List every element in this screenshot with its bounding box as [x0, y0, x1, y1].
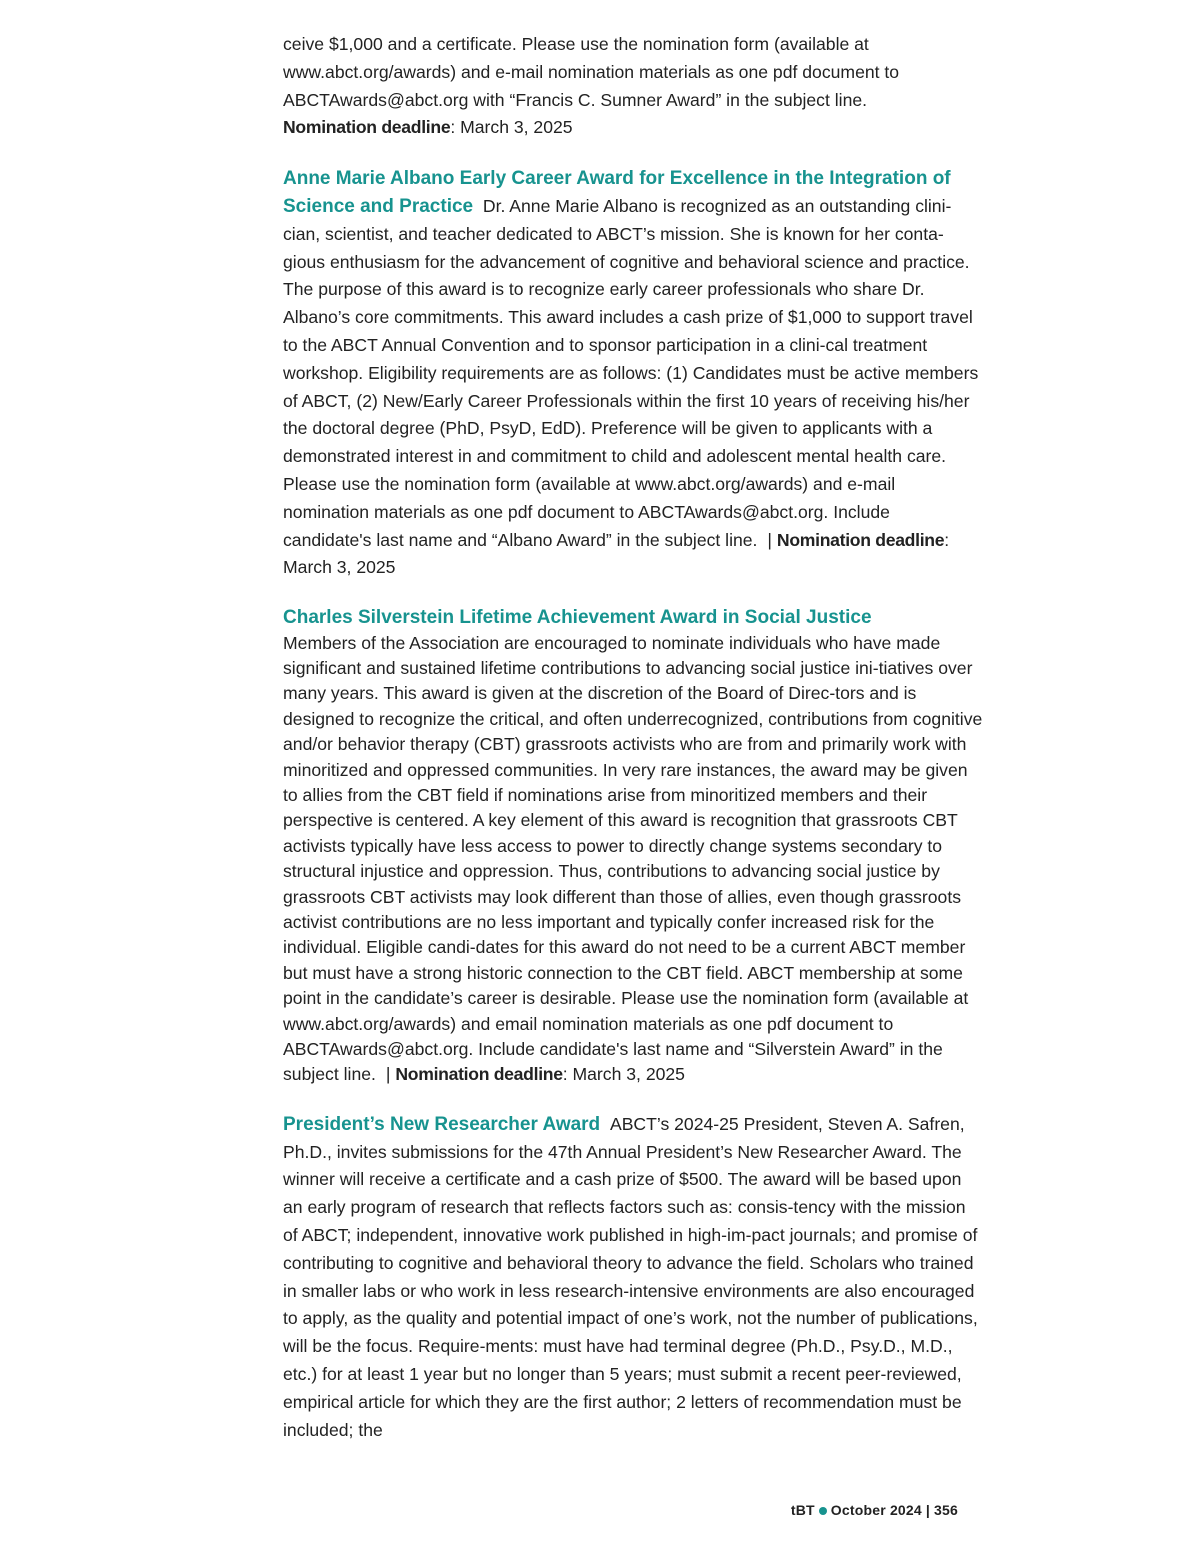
- footer-journal: tBT: [790, 1502, 815, 1518]
- albano-award-heading: Anne Marie Albano Early Career Award for Excellence in the Integration of Science and Practice: [283, 168, 951, 217]
- silverstein-award-section: [283, 605, 983, 1088]
- albano-deadline-value: : March 3, 2025: [283, 529, 950, 578]
- albano-award-body: Dr. Anne Marie Albano is recognized as an outstanding clini-cian, scientist, and teacher dedicated to ABCT’s mission. She is known for her conta-gious enthusiasm for the advancement of cognitive and behavioral science and practice. The purpose of this award is to recognize early career professionals who share Dr. Albano’s core commitments. This award includes a cash prize of $1,000 to support travel to the ABCT Annual Convention and to sponsor participation in a clini-cal treatment workshop. Eligibility requirements are as follows: (1) Candidates must be active members of ABCT, (2) New/Early Career Professionals within the first 10 years of receiving his/her the doctoral degree (PhD, PsyD, EdD). Preference will be given to applicants with a demonstrated interest in and commitment to child and adolescent mental health care. Please use the nomination form (available at www.abct.org/awards) and e-mail nomination materials as one pdf document to ABCTAwards@abct.org. Include candidate's last name and “Albano Award” in the subject line.: [283, 195, 979, 550]
- intro-deadline-value: : March 3, 2025: [450, 117, 573, 138]
- footer-dot-icon: [819, 1507, 827, 1515]
- intro-paragraph: [283, 31, 983, 142]
- footer-issue: October 2024: [830, 1502, 922, 1518]
- intro-deadline-label: Nomination deadline: [283, 117, 451, 138]
- albano-award-section: [283, 165, 983, 582]
- silverstein-separator: |: [385, 1064, 391, 1085]
- silverstein-award-heading: Charles Silverstein Lifetime Achievement Award in Social Justice: [283, 607, 872, 629]
- intro-text: ceive $1,000 and a certificate. Please use the nomination form (available at www.abct.org/awards) and e-mail nomination materials as one pdf document to ABCTAwards@abct.org with “Francis C. Sumner Award” in the subject line.: [283, 34, 900, 110]
- silverstein-deadline-value: : March 3, 2025: [562, 1064, 685, 1085]
- albano-deadline-label: Nomination deadline: [776, 529, 945, 550]
- albano-separator: |: [767, 529, 772, 550]
- president-award-heading: President’s New Researcher Award: [283, 1113, 601, 1135]
- page-footer: [791, 1502, 958, 1518]
- footer-page-number: 356: [934, 1502, 958, 1518]
- president-award-body: ABCT’s 2024-25 President, Steven A. Safren, Ph.D., invites submissions for the 47th Annual President’s New Researcher Award. The winner will receive a certificate and a cash prize of $500. The award will be based upon an early program of research that reflects factors such as: consis-tency with the mission of ABCT; independent, innovative work published in high-im-pact journals; and promise of contributing to cognitive and behavioral theory to advance the field. Scholars who trained in smaller labs or who work in less research-intensive environments are also encouraged to apply, as the quality and potential impact of one’s work, not the number of publications, will be the focus. Require-ments: must have had terminal degree (Ph.D., Psy.D., M.D., etc.) for at least 1 year but no longer than 5 years; must submit a recent peer-reviewed, empirical article for which they are the first author; 2 letters of recommendation must be included; the: [283, 1113, 978, 1440]
- president-award-section: [283, 1111, 983, 1445]
- footer-separator: |: [925, 1502, 931, 1518]
- silverstein-award-body: Members of the Association are encouraged to nominate individuals who have made significant and sustained lifetime contributions to advancing social justice ini-tiatives over many years. This award is given at the discretion of the Board of Direc-tors and is designed to recognize the critical, and often underrecognized, contributions from cognitive and/or behavior therapy (CBT) grassroots activists who are from and primarily work with minoritized and oppressed communities. In very rare instances, the award may be given to allies from the CBT field if nominations arise from minoritized members and their perspective is centered. A key element of this award is recognition that grassroots CBT activists typically have less access to power to directly change systems secondary to structural injustice and oppression. Thus, contributions to advancing social justice by grassroots CBT activists may look different than those of allies, even though grassroots activist contributions are no less important and typically confer increased risk for the individual. Eligible candi-dates for this award do not need to be a current ABCT member but must have a strong historic connection to the CBT field. ABCT membership at some point in the candidate’s career is desirable. Please use the nomination form (available at www.abct.org/awards) and email nomination materials as one pdf document to ABCTAwards@abct.org. Include candidate's last name and “Silverstein Award” in the subject line.: [283, 632, 983, 1085]
- article-column: [283, 31, 983, 1444]
- silverstein-deadline-label: Nomination deadline: [395, 1064, 563, 1085]
